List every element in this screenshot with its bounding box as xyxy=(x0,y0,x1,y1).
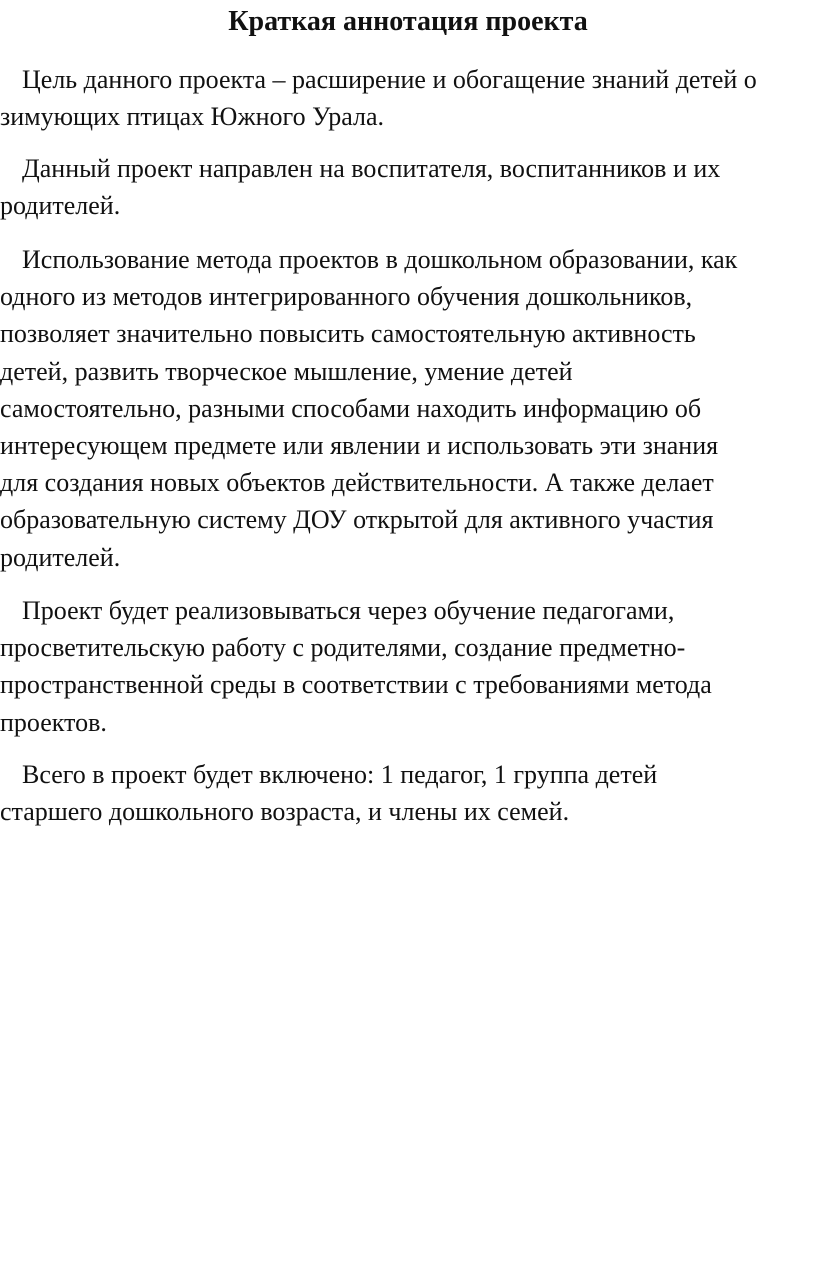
paragraph-audience xyxy=(0,150,816,224)
paragraph-line: одного из методов интегрированного обучения дошкольников, xyxy=(0,282,693,312)
paragraph-line: Данный проект направлен на воспитателя, воспитанников и их xyxy=(22,154,721,183)
paragraph-line: образовательную систему ДОУ открытой для активного участия xyxy=(0,505,714,535)
paragraph-participants xyxy=(0,756,816,830)
paragraph-line: Использование метода проектов в дошкольном образовании, как xyxy=(22,245,738,274)
paragraph-goal xyxy=(0,61,816,135)
paragraph-line: родителей. xyxy=(0,542,121,572)
document-title: Краткая аннотация проекта xyxy=(228,6,588,37)
paragraph-line: самостоятельно, разными способами находить информацию об xyxy=(0,393,702,423)
paragraph-line: для создания новых объектов действительности. А также делает xyxy=(0,468,714,498)
paragraph-line: пространственной среды в соответствии с требованиями метода xyxy=(0,670,712,700)
paragraph-line: старшего дошкольного возраста, и члены их семей. xyxy=(0,797,570,827)
paragraph-line: просветительскую работу с родителями, создание предметно- xyxy=(0,633,686,663)
paragraph-line: интересующем предмете или явлении и использовать эти знания xyxy=(0,431,719,461)
paragraph-line: позволяет значительно повысить самостоятельную активность xyxy=(0,319,696,349)
paragraph-line: родителей. xyxy=(0,191,121,221)
paragraph-implementation xyxy=(0,592,816,741)
paragraph-line: проектов. xyxy=(0,707,107,737)
paragraph-line: Проект будет реализовываться через обучение педагогами, xyxy=(22,596,675,625)
paragraph-line: зимующих птицах Южного Урала. xyxy=(0,102,384,132)
paragraph-line: Всего в проект будет включено: 1 педагог, 1 группа детей xyxy=(22,760,658,789)
paragraph-line: детей, развить творческое мышление, умение детей xyxy=(0,356,573,386)
paragraph-method xyxy=(0,241,816,576)
paragraph-line: Цель данного проекта – расширение и обогащение знаний детей о xyxy=(22,65,757,94)
